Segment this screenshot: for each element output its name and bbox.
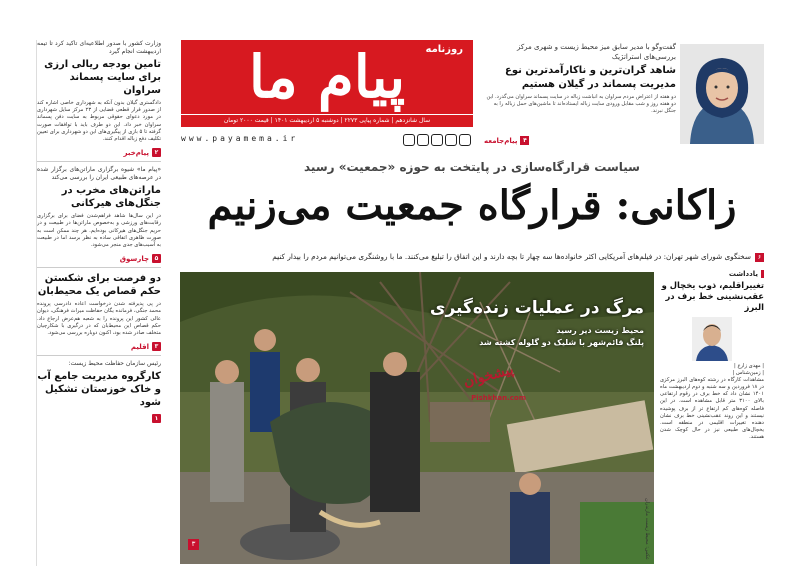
section-tag[interactable]: [37, 342, 161, 351]
logo-small-label: روزنامه: [425, 44, 463, 55]
divider: [37, 267, 161, 268]
opinion-column: [660, 270, 764, 566]
page-number-badge: ۱: [152, 414, 161, 423]
news-kicker: وزارت کشور با صدور اطلاعیه‌ای تاکید کرد تا تیمه اردیبهشت انجام گیرد: [37, 40, 161, 55]
photo-credit: عکس: محیط زیست مازندران: [644, 497, 650, 560]
interview-teaser: [484, 40, 764, 152]
main-headline[interactable]: زاکانی: قرارگاه جمعیت می‌زنیم: [207, 182, 737, 229]
section-tag[interactable]: [37, 254, 161, 263]
divider: [37, 355, 161, 356]
box-icon: [431, 134, 443, 146]
news-kicker: رئیس سازمان حفاظت محیط زیست:: [68, 360, 161, 368]
watermark-logo: پیشخوان: [461, 361, 516, 391]
page-number-badge: ۲: [152, 148, 161, 157]
section-tag[interactable]: [484, 136, 529, 145]
interviewee-photo: [680, 44, 764, 144]
main-subhead: سیاست قرارگاه‌سازی در پایتخت به حوزه «جمعیت» رسید: [304, 160, 640, 174]
divider: [37, 161, 161, 162]
page-number-badge: ۳: [152, 342, 161, 351]
column-tag: [660, 270, 764, 278]
news-kicker: «پیام ما» شیوه برگزاری ماراتن‌های برگزار شده در عرصه‌های طبیعی ایران را بررسی می‌کند: [37, 166, 161, 182]
newspaper-logo[interactable]: [181, 40, 473, 114]
page-number-badge: ۶: [755, 253, 764, 262]
interview-headline[interactable]: شاهد گران‌ترین و ناکارآمدترین نوع مدیریت پسماند در گیلان هستیم: [505, 65, 676, 90]
section-label: اقلیم: [130, 342, 149, 351]
interview-body: دو هفته از اعتراض مردم سراوان به انباشت زباله در سایت پسماند سراوان می‌گذرد. این دو هفته روز و شب مقابل ورودی سایت زباله ایستاده‌اند تا ماشین‌های حمل زباله را به جنگل نبرند.: [486, 94, 676, 114]
photo-caption: محیط زیست دیر رسید: [556, 326, 644, 335]
tag-bar-icon: [761, 270, 764, 278]
author-name: | مهدی زارع |: [734, 363, 764, 369]
decorative-boxes: [403, 134, 471, 146]
news-headline[interactable]: کارگروه مدیریت جامع آب و خاک خوزستان تشکیل شود: [37, 371, 161, 409]
news-headline[interactable]: تامین بودجه ریالی ارزی برای سایت پسماند سراوان: [44, 59, 161, 96]
section-tag[interactable]: [37, 148, 161, 157]
watermark-url: Pishkhan.com: [471, 394, 526, 402]
box-icon: [417, 134, 429, 146]
section-label: چارسوق: [119, 254, 149, 263]
box-icon: [459, 134, 471, 146]
logo-wordmark: پیام ما: [248, 43, 406, 111]
news-headline[interactable]: ماراتن‌های مخرب در جنگل‌های هیرکانی: [61, 185, 161, 210]
photo-title: مرگ در عملیات زنده‌گیری: [429, 298, 644, 318]
site-row: [175, 134, 477, 148]
interview-text: [484, 42, 676, 115]
main-lede: سخنگوی شورای شهر تهران: در فیلم‌های آمریکایی اکثر خانواده‌ها سه چهار تا بچه دارند و این اتفاق را تبلیغ می‌کنند. ما با روشنگری می‌توانیم مردم را بیدار کنیم: [272, 252, 751, 261]
news-body: در پی پذیرفته شدن درخواست اعاده دادرسی پرونده محمد جنگی، فرمانده یگان حفاظت میراث فرهنگی، دیوان عالی کشور این پرونده را به شعبه هم‌عرض ارجاع داد. حکم قصاص این محیط‌بان که در درگیری با شکارچیان متخلف صادر شده بود، اکنون دوباره بررسی می‌شود.: [37, 301, 161, 337]
opinion-body: مشاهدات کارگاه در رشته کوه‌های البرز مرکزی در ۱۸ فروردین و سه شنبه و دوم اردیبهشت ماه ۱۴۰۱ نشان داد که خط برف در رقوم ارتفاعی بالای ۳۱۰۰ متر قابل مشاهده است. در این فاصله کوه‌های کم ارتفاع تر از برف پوشیده نیستند و این روند عقب‌نشینی خط برف نشان دهنده تغییرات اقلیمی در منطقه است. یخچال‌های طبیعی نیز در حال کوچک شدن هستند.: [660, 377, 764, 440]
section-tag[interactable]: [37, 414, 161, 423]
author-photo: [692, 317, 732, 361]
news-body: در این سال‌ها شاهد فراهم‌شدن فضای برای برگزاری رقابت‌های ورزشی و به‌خصوص ماراتن‌ها در طبیعت و در حریم جنگل‌های هیرکانی بوده‌ایم. هر چند ممکن است به صورت ظاهری اتفاقی ساده به نظر برسد اما در طبیعت به آسیب‌های جدی منجر می‌شود.: [37, 213, 161, 249]
opinion-headline[interactable]: تغییراقلیم، ذوب یخچال و عقب‌نشینی خط برف در البرز: [661, 280, 764, 312]
left-news-column: [36, 40, 161, 566]
website-link[interactable]: www.payamema.ir: [181, 134, 299, 143]
page-number-badge: ۵: [152, 254, 161, 263]
masthead: [175, 40, 477, 130]
section-label: پیام‌جامعه: [484, 136, 518, 145]
box-icon: [445, 134, 457, 146]
page-number-badge: ۳: [188, 539, 199, 550]
dateline: سال شانزدهم | شماره پیاپی ۲۲۷۳ | دوشنبه ۵ اردیبهشت ۱۴۰۱ | قیمت ۲۰۰۰ تومان: [181, 114, 473, 127]
box-icon: [403, 134, 415, 146]
photo-caption: پلنگ قائم‌شهر با شلیک دو گلوله کشته شد: [479, 338, 644, 347]
section-label: پیام‌خبر: [123, 148, 149, 157]
author-title: | زمین‌شناس |: [732, 370, 764, 377]
main-photo[interactable]: [180, 272, 654, 564]
page-number-badge: ۴: [520, 136, 529, 145]
interview-kicker: گفت‌وگو با مدیر سابق میز محیط زیست و شهری مرکز بررسی‌های استراتژیک: [516, 43, 676, 61]
news-headline[interactable]: دو فرصت برای شکستن حکم قصاص یک محیط‌بان: [37, 273, 161, 298]
news-body: دادگستری گیلان بدون آنکه به شهرداری خاصی اشاره کند از صدور قرار قطعی قضایی از ۲۳ مرکز سایل شهرداری در مورد دعوای حقوقی مربوط به سایت دفن پسماند سراوان خبر داد. این دو طرف باید با توافقات صورت گرفته تا ۵ بازی از پیگیری‌های این دو شهرداری برای تعیین تکلیف دفع زباله اقدام کنند.: [37, 100, 161, 143]
column-tag-label: یادداشت: [728, 270, 758, 278]
main-lede-row: [180, 248, 764, 266]
